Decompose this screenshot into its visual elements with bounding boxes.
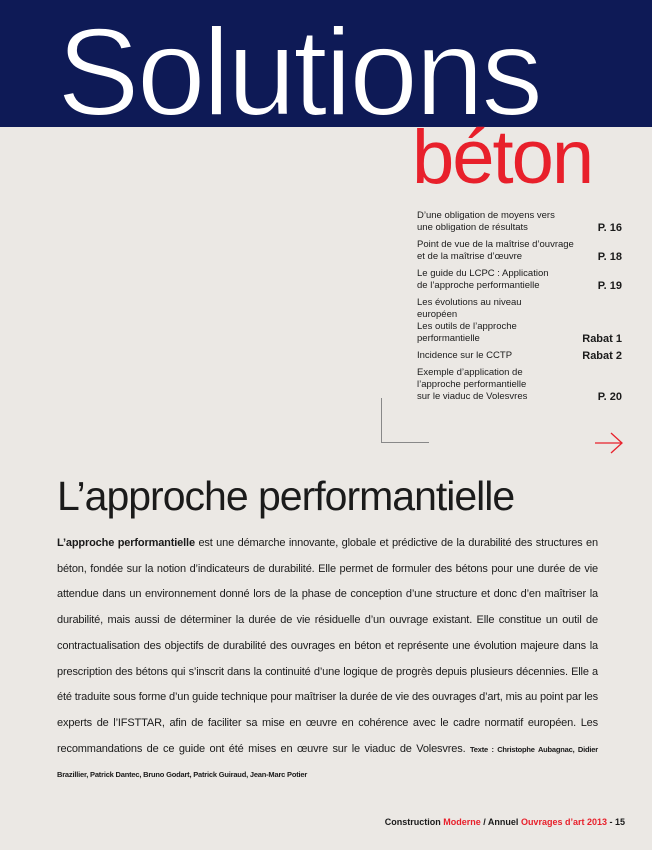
footer-magazine: Construction	[384, 817, 444, 827]
toc-page-ref: P. 18	[597, 251, 622, 263]
toc-line: Les évolutions au niveau	[417, 297, 522, 308]
footer-magazine-accent: Moderne	[443, 817, 481, 827]
toc-line: Exemple d’application de	[417, 367, 523, 378]
toc-page-ref: P. 16	[597, 222, 622, 234]
toc-line: l’approche performantielle	[417, 379, 527, 390]
toc-line: Le guide du LCPC : Application	[417, 268, 549, 279]
toc-line: sur le viaduc de Volesvres	[417, 391, 528, 402]
corner-rule-vertical	[381, 398, 382, 443]
toc-line: de l’approche performantielle	[417, 280, 540, 291]
toc-entry-text	[417, 239, 577, 263]
toc-line: D’une obligation de moyens vers	[417, 210, 555, 221]
article-lead: L’approche performantielle	[57, 537, 195, 549]
toc-entry[interactable]	[417, 210, 624, 234]
footer-issue-title: Ouvrages d’art 2013	[520, 817, 607, 827]
table-of-contents	[417, 210, 624, 408]
magazine-title: Solutions	[57, 4, 541, 142]
toc-entry[interactable]	[417, 367, 624, 403]
toc-entry[interactable]	[417, 268, 624, 292]
toc-page-ref: P. 20	[597, 391, 622, 403]
toc-page-ref: P. 19	[597, 280, 622, 292]
toc-entry[interactable]	[417, 297, 624, 345]
arrow-right-icon[interactable]	[594, 430, 624, 456]
page-number: - 15	[606, 817, 625, 827]
toc-entry[interactable]	[417, 350, 624, 362]
toc-line: européen	[417, 309, 458, 320]
toc-entry-text	[417, 367, 577, 403]
article-credits: Texte : Christophe Aubagnac, Didier Brazillier, Patrick Dantec, Bruno Godart, Patrick Guiraud, Jean-Marc Potier	[57, 744, 598, 780]
toc-entry-text	[417, 297, 577, 345]
toc-line: Point de vue de la maîtrise d’ouvrage	[417, 239, 574, 250]
toc-entry-text	[417, 350, 577, 362]
page-footer	[385, 817, 625, 827]
magazine-subtitle: béton	[412, 115, 593, 200]
toc-page-ref: Rabat 2	[582, 350, 622, 362]
article-text: est une démarche innovante, globale et prédictive de la durabilité des structures en béton, fondée sur la notion d’indicateurs de durabilité. Elle permet de formuler des bétons pour une durée de vie attendue dans un environnement donné lors de la phase de conception d’une structure et donc d’en maîtriser la durabilité, mais aussi de déterminer la durée de vie résiduelle d’un ouvrage existant. Elle constitue un outil de contractualisation des objectifs de durabilité des ouvrages en béton et représente une évolution majeure dans la prescription des bétons qui s’inscrit dans la continuité d’une logique de progrès depuis plusieurs décennies. Elle a été traduite sous forme d’un guide technique pour maîtriser la durée de vie des ouvrages d’art, mis au point par les experts de l’IFSTTAR, afin de faciliter sa mise en œuvre en cohérence avec le cadre normatif européen. Les recommandations de ce guide ont été mises en œuvre sur le viaduc de Volesvres.	[57, 537, 598, 755]
toc-page-ref: Rabat 1	[582, 333, 622, 345]
toc-line: et de la maîtrise d’œuvre	[417, 251, 523, 262]
toc-line: Les outils de l’approche	[417, 321, 517, 332]
toc-line: une obligation de résultats	[417, 222, 528, 233]
corner-rule-horizontal	[381, 442, 429, 443]
footer-issue: / Annuel	[480, 817, 521, 827]
toc-entry[interactable]	[417, 239, 624, 263]
toc-entry-text	[417, 210, 577, 234]
article-body	[57, 531, 598, 788]
toc-line: Incidence sur le CCTP	[417, 350, 513, 361]
toc-line: performantielle	[417, 333, 480, 344]
toc-entry-text	[417, 268, 577, 292]
article-headline: L’approche performantielle	[57, 473, 515, 519]
